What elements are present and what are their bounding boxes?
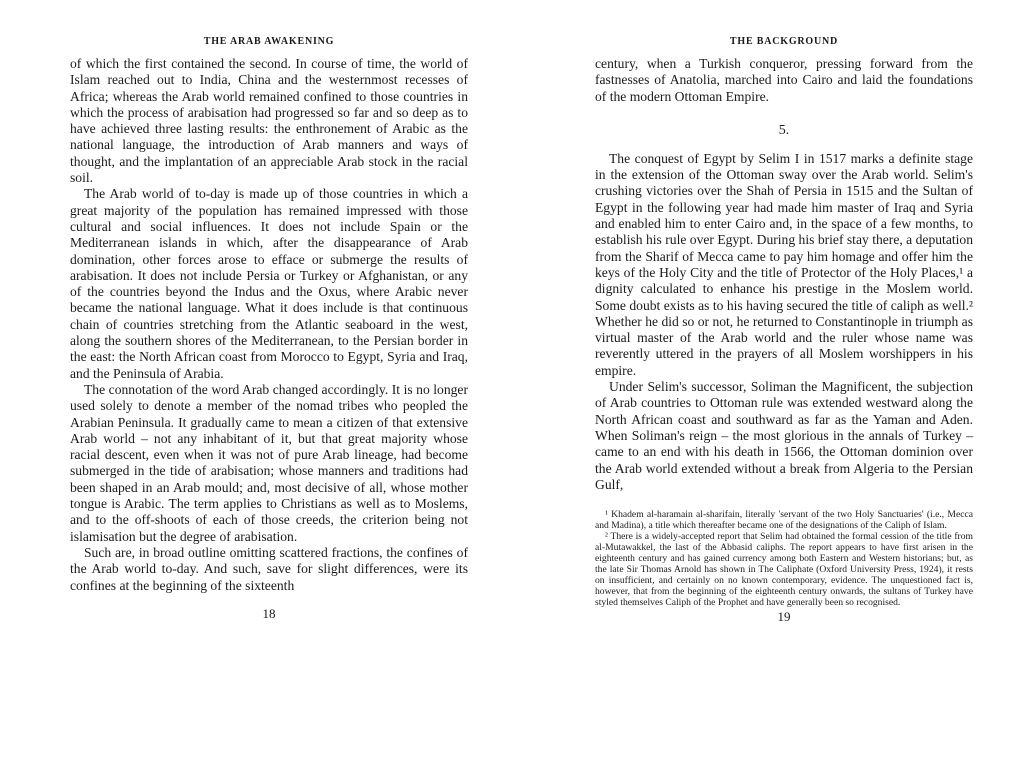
paragraph: of which the first contained the second. In course of time, the world of Islam reached out to India, China and the westernmost recesses of Africa; whereas the Arab world remained confined to those countries in which the process of arabisation had progressed so far and so deep as to have achieved three lasting results: the enthronement of Arabic as the national language, the introduction of Arab manners and ways of thought, and the implantation of an appreciable Arab stock in the racial soil. [70, 56, 468, 186]
paragraph: The Arab world of to-day is made up of those countries in which a great majority of the population has remained impressed with those cultural and social influences. It does not include Spain or the Mediterranean islands in which, after the disappearance of Arab domination, other forces arose to efface or submerge the results of arabisation. It does not include Persia or Turkey or Afghanistan, or any of the countries beyond the Indus and the Oxus, where Arabic never became the national language. What it does include is that continuous chain of countries stretching from the Atlantic seaboard in the west, along the southern shores of the Mediterranean, to the Persian border in the east: the North African coast from Morocco to Egypt, Syria and Iraq, and the Peninsula of Arabia. [70, 186, 468, 381]
body-text [70, 56, 468, 594]
paragraph: The conquest of Egypt by Selim I in 1517 marks a definite stage in the extension of the Ottoman sway over the Arab world. Selim's crushing victories over the Shah of Persia in 1515 and the Sultan of Egypt in the following year had made him master of Iraq and Syria and enabled him to enter Cairo and, in the space of a few months, to establish his rule over Egypt. During his brief stay there, a deputation from the Sharif of Mecca came to pay him homage and offer him the keys of the Holy City and the title of Protector of the Holy Places,¹ a dignity calculated to enhance his prestige in the Moslem world. Some doubt exists as to his having secured the title of caliph as well.² Whether he did so or not, he returned to Constantinople in triumph as virtual master of the Arab world and the ruler whose name was reverently uttered in the prayers of all Moslem worshippers in his empire. [595, 150, 973, 378]
body-text [595, 56, 973, 493]
paragraph: Under Selim's successor, Soliman the Magnificent, the subjection of Arab countries to Ottoman rule was extended westward along the North African coast and southward as far as the Yaman and Aden. When Soliman's reign – the most glorious in the annals of Turkey – came to an end with his death in 1566, the Ottoman dominion over the Arab world extended without a break from Algeria to the Persian Gulf, [595, 379, 973, 492]
page-number: 19 [777, 609, 791, 625]
section-number: 5. [778, 122, 790, 138]
paragraph: The connotation of the word Arab changed accordingly. It is no longer used solely to denote a member of the nomad tribes who peopled the Arabian Peninsula. It gradually came to mean a citizen of that extensive Arab world – not any inhabitant of it, but that great majority whose racial descent, even when it was not of pure Arab lineage, had become submerged in the tide of arabisation; whose manners and traditions had been shaped in an Arab mould; and, most decisive of all, whose mother tongue is Arabic. The term applies to Christians as well as to Moslems, and to the off-shoots of each of those creeds, the criterion being not islamisation but the degree of arabisation. [70, 381, 468, 544]
right-page [595, 0, 973, 625]
footnotes [595, 509, 973, 608]
paragraph: century, when a Turkish conqueror, pressing forward from the fastnesses of Anatolia, marched into Cairo and laid the foundations of the modern Ottoman Empire. [595, 56, 973, 104]
footnote: ¹ Khadem al-haramain al-sharifain, literally 'servant of the two Holy Sanctuaries' (i.e., Mecca and Madina), a title which thereafter became one of the designations of the Caliph of Islam. [595, 509, 973, 532]
paragraph: Such are, in broad outline omitting scattered fractions, the confines of the Arab world to-day. And such, save for slight differences, were its confines at the beginning of the sixteenth [70, 544, 468, 593]
page-number: 18 [262, 605, 276, 621]
left-page [70, 0, 468, 622]
running-head: THE BACKGROUND [729, 36, 839, 47]
footnote: ² There is a widely-accepted report that Selim had obtained the formal cession of the title from al-Mutawakkel, the last of the Abbasid caliphs. The report appears to have first arisen in the eighteenth century and has gained currency among both Eastern and Western historians; but, as the late Sir Thomas Arnold has shown in The Caliphate (Oxford University Press, 1924), it rests on insufficient, and certainly on no known contemporary, evidence. The unquestioned fact is, however, that from the beginning of the eighteenth century onwards, the sultans of Turkey have styled themselves Caliph of the Prophet and have generally been so recognised. [595, 531, 973, 609]
running-head: THE ARAB AWAKENING [203, 36, 335, 47]
